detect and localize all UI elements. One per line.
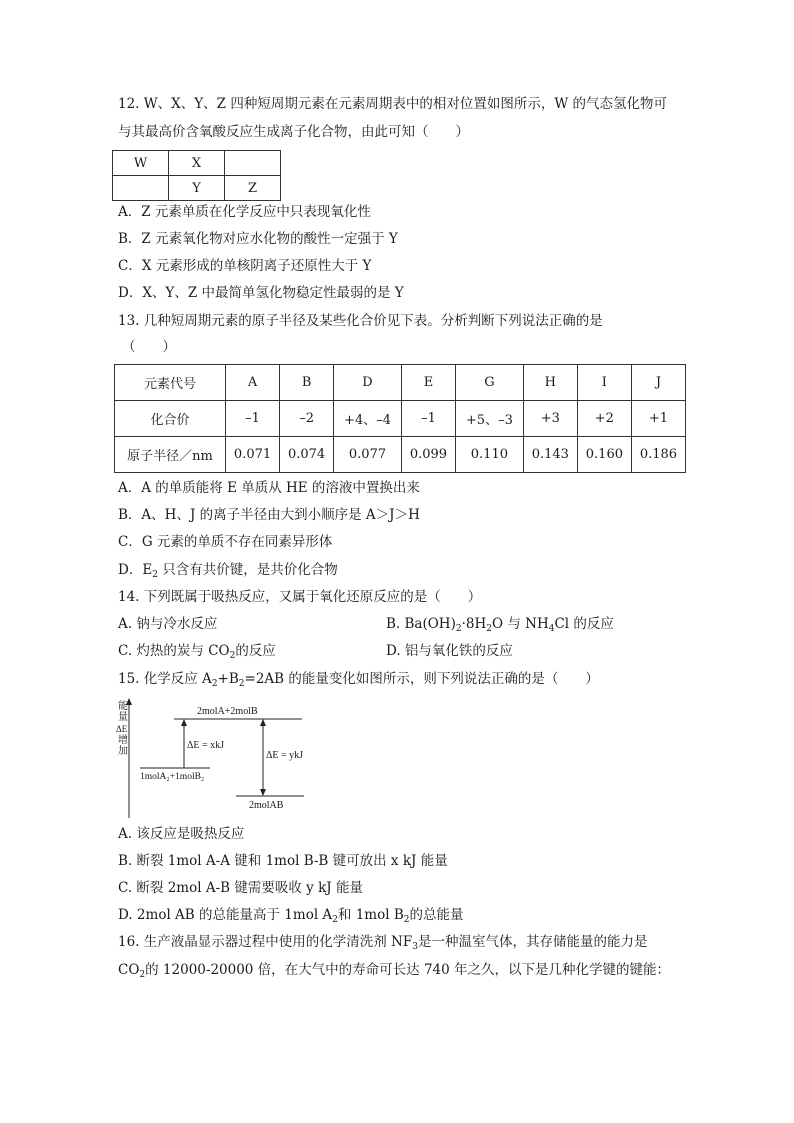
axis-label-char: ΔE (116, 724, 128, 734)
arrow-down-icon (260, 789, 266, 796)
table-cell: G (455, 365, 523, 401)
table-cell: A (226, 365, 280, 401)
q15-option-b: B. 断裂 1mol A-A 键和 1mol B-B 键可放出 x kJ 能量 (118, 853, 448, 869)
table-cell: 0.074 (280, 437, 334, 473)
table-cell: 0.099 (401, 437, 455, 473)
q12-option-c: C．X 元素形成的单核阴离子还原性大于 Y (118, 258, 372, 274)
axis-label-char: 加 (118, 746, 128, 757)
q14-option-d: D. 铝与氧化铁的反应 (386, 643, 513, 659)
table-cell: W (113, 151, 169, 176)
table-cell: 0.110 (455, 437, 523, 473)
energy-diagram (118, 698, 318, 818)
q12-option-a: A．Z 元素单质在化学反应中只表现氧化性 (118, 204, 371, 220)
table-header-cell: 原子半径／nm (115, 437, 226, 473)
delta-y-label: ΔE = ykJ (266, 750, 304, 761)
table-header-cell: 化合价 (115, 401, 226, 437)
table-cell: X (169, 151, 225, 176)
table-cell: +5、–3 (455, 401, 523, 437)
table-cell: 0.071 (226, 437, 280, 473)
table-cell: 0.143 (523, 437, 577, 473)
table-cell: Y (169, 176, 225, 201)
q15-stem: 15. 化学反应 $A_2+B_2=2AB$ 的能量变化如图所示，则下列说法正确的是（ ） (118, 671, 599, 689)
delta-x-label: ΔE = xkJ (187, 740, 225, 751)
q14-option-c: C. 灼热的炭与 $CO_2$的反应 (118, 643, 276, 661)
table-cell: –1 (226, 401, 280, 437)
table-cell: –2 (280, 401, 334, 437)
q12-position-table (112, 150, 281, 201)
table-row (113, 176, 281, 201)
table-cell: H (523, 365, 577, 401)
q12-stem-line1: 12. W、X、Y、Z 四种短周期元素在元素周期表中的相对位置如图所示，W 的气态氢化物可 (118, 96, 667, 112)
q13-option-a: A．A 的单质能将 E 单质从 HE 的溶液中置换出来 (118, 480, 420, 496)
table-cell: +3 (523, 401, 577, 437)
q16-stem-line1: 16. 生产液晶显示器过程中使用的化学清洗剂 $NF_3$是一种温室气体，其存储能量的能力是 (118, 934, 648, 952)
table-row (115, 401, 686, 437)
table-row (115, 437, 686, 473)
axis-label-char: 能 (118, 701, 128, 712)
q12-stem-line2: 与其最高价含氧酸反应生成离子化合物，由此可知（ ） (118, 124, 469, 140)
table-header-cell: 元素代号 (115, 365, 226, 401)
table-cell: I (577, 365, 631, 401)
table-cell: Z (225, 176, 281, 201)
table-cell: J (631, 365, 685, 401)
table-cell (113, 176, 169, 201)
q13-option-d: D．$E_2$ 只含有共价键，是共价化合物 (118, 562, 338, 580)
table-cell: 0.186 (631, 437, 685, 473)
axis-label-char: 增 (118, 735, 128, 746)
table-cell: D (334, 365, 402, 401)
table-cell: +4、–4 (334, 401, 402, 437)
table-cell (225, 151, 281, 176)
q13-element-table (114, 364, 686, 473)
arrow-up-icon (260, 719, 266, 726)
table-row (115, 365, 686, 401)
table-cell: E (401, 365, 455, 401)
table-cell: 0.077 (334, 437, 402, 473)
q15-option-d: D. 2mol AB 的总能量高于 1mol $A_2$和 1mol $B_2$的总能量 (118, 907, 464, 925)
q16-stem-line2: $CO_2$的 12000-20000 倍，在大气中的寿命可长达 740 年之久，以下是几种化学键的键能： (118, 962, 671, 980)
table-cell: +2 (577, 401, 631, 437)
q13-option-b: B．A、H、J 的离子半径由大到小顺序是 A＞J＞H (118, 507, 420, 523)
table-cell: 0.160 (577, 437, 631, 473)
axis-label-char: 量 (118, 712, 128, 723)
q15-option-a: A. 该反应是吸热反应 (118, 826, 245, 842)
table-row (113, 151, 281, 176)
q12-option-b: B．Z 元素氧化物对应水化物的酸性一定强于 Y (118, 231, 398, 247)
q12-option-d: D．X、Y、Z 中最简单氢化物稳定性最弱的是 Y (118, 285, 404, 301)
arrow-up-icon (181, 719, 187, 726)
q13-option-c: C．G 元素的单质不存在同素异形体 (118, 534, 333, 550)
table-cell: +1 (631, 401, 685, 437)
level-bottom-label: 2molAB (249, 800, 284, 811)
q13-stem-line2: （ ） (122, 339, 176, 355)
table-cell: B (280, 365, 334, 401)
q14-option-a: A. 钠与冷水反应 (118, 616, 218, 632)
level-mid-label: 1molA₂+1molB₂ (140, 772, 205, 782)
q15-option-c: C. 断裂 2mol A-B 键需要吸收 y kJ 能量 (118, 880, 363, 896)
q14-stem: 14. 下列既属于吸热反应，又属于氧化还原反应的是（ ） (118, 589, 482, 605)
q13-stem-line1: 13. 几种短周期元素的原子半径及某些化合价见下表。分析判断下列说法正确的是 (118, 313, 603, 329)
level-top-label: 2molA+2molB (197, 706, 258, 717)
q14-option-b: B. $Ba(OH)_2\cdot 8H_2O$ 与 $NH_4Cl$ 的反应 (386, 616, 614, 634)
table-cell: –1 (401, 401, 455, 437)
